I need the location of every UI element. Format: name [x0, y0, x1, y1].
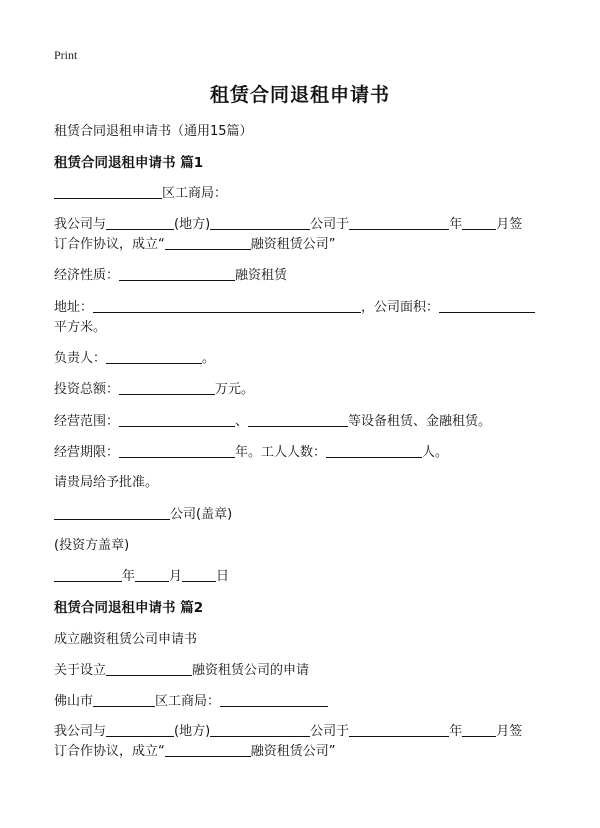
section-2-heading: 租赁合同退租申请书 篇2 [54, 600, 204, 616]
blank-field [93, 693, 155, 707]
blank-field [220, 693, 328, 707]
blank-field [439, 299, 535, 313]
section-2-paragraph: 我公司与 (地方) 公司于 年 月签 [54, 724, 523, 739]
date-line: 年 月 日 [54, 565, 229, 584]
blank-field [119, 444, 235, 458]
section-2-line-1: 成立融资租赁公司申请书 [54, 632, 198, 647]
investor-seal: (投资方盖章) [54, 538, 130, 553]
blank-field [349, 216, 449, 230]
blank-field [54, 506, 170, 520]
nature-line: 经济性质： 融资租赁 [54, 268, 288, 283]
blank-field [119, 267, 235, 281]
request-line: 请贵局给予批准。 [54, 475, 159, 490]
blank-field [106, 662, 192, 676]
addressee-line: 区工商局： [54, 182, 227, 201]
blank-field [182, 568, 216, 582]
paragraph-agreement: 我公司与 (地方) 公司于 年 月签 [54, 217, 523, 232]
address-line: 地址： ，公司面积： [54, 296, 535, 315]
section-1-heading: 租赁合同退租申请书 篇1 [54, 155, 204, 171]
blank-field [106, 216, 174, 230]
blank-field [248, 413, 348, 427]
blank-field [93, 299, 361, 313]
blank-field [349, 723, 449, 737]
company-seal-line: 公司(盖章) [54, 503, 232, 522]
blank-field [54, 185, 162, 199]
investment-line: 投资总额： 万元。 [54, 382, 255, 397]
blank-field [119, 413, 235, 427]
blank-field [106, 723, 174, 737]
document-title: 租赁合同退租申请书 [209, 84, 390, 106]
section-2-line-2: 关于设立 融资租赁公司的申请 [54, 663, 310, 678]
blank-field [462, 216, 496, 230]
owner-line: 负责人： 。 [54, 351, 216, 366]
blank-field [326, 444, 422, 458]
scope-line: 经营范围： 、 等设备租赁、金融租赁。 [54, 414, 492, 429]
blank-field [54, 568, 122, 582]
section-2-line-3: 佛山市 区工商局： [54, 690, 328, 709]
blank-field [210, 216, 310, 230]
blank-field [106, 350, 202, 364]
blank-field [165, 743, 251, 757]
document-subtitle: 租赁合同退租申请书（通用15篇） [54, 124, 253, 139]
blank-field [119, 381, 215, 395]
blank-field [210, 723, 310, 737]
blank-field [462, 723, 496, 737]
paragraph-agreement-cont: 订合作协议，成立“ 融资租赁公司” [54, 237, 336, 252]
blank-field [165, 236, 251, 250]
print-link[interactable]: Print [54, 48, 78, 62]
section-2-paragraph-cont: 订合作协议，成立“ 融资租赁公司” [54, 744, 336, 759]
address-unit: 平方米。 [54, 320, 107, 335]
blank-field [135, 568, 169, 582]
term-line: 经营期限： 年。工人人数： 人。 [54, 445, 449, 460]
